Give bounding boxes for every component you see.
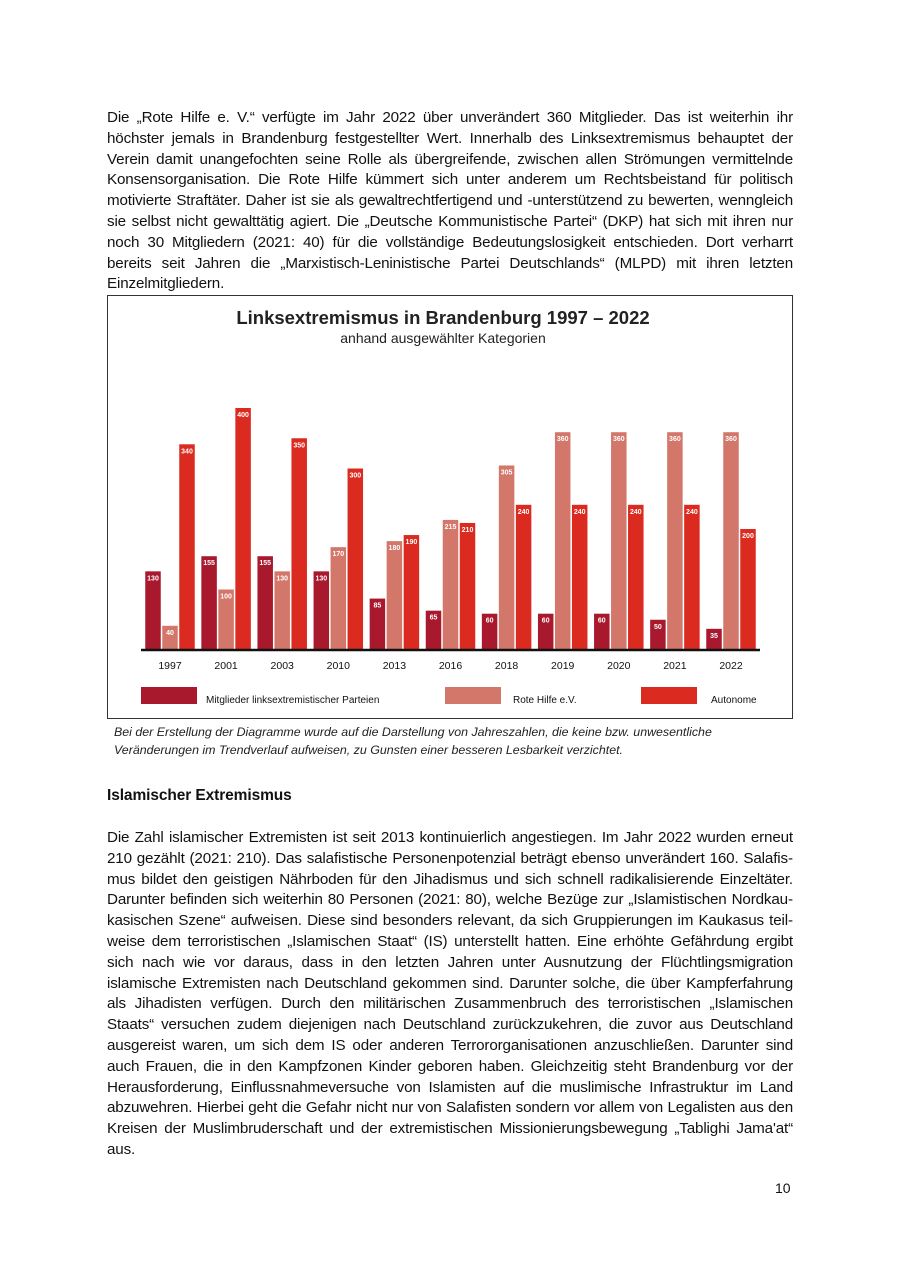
bar-1-2003 <box>257 556 273 650</box>
bar-3-2001 <box>235 408 251 650</box>
bar-label-1-2021: 50 <box>654 623 662 631</box>
bar-label-1-2020: 60 <box>597 617 606 625</box>
x-tick-label-2021: 2021 <box>663 660 687 672</box>
chart-frame <box>107 295 793 719</box>
bar-group <box>145 408 756 650</box>
bar-3-2013 <box>404 535 420 650</box>
chart-subtitle: anhand ausgewählter Kategorien <box>340 330 546 346</box>
bar-3-2022 <box>740 529 756 650</box>
bar-1-2001 <box>201 556 217 650</box>
bar-chart <box>108 296 792 718</box>
x-tick-label-2018: 2018 <box>494 660 519 672</box>
bar-label-1-2018: 60 <box>485 617 494 625</box>
bar-2-2010 <box>331 547 347 650</box>
bar-3-2019 <box>572 505 588 650</box>
bar-label-2-2018: 305 <box>500 469 513 477</box>
x-tick-label-2001: 2001 <box>214 660 238 672</box>
legend-label-3: Autonome <box>711 695 757 706</box>
bar-2-2021 <box>667 432 683 650</box>
bar-label-1-2016: 65 <box>429 614 438 622</box>
legend-label-1: Mitglieder linksextremistischer Parteien <box>206 695 380 706</box>
bar-3-2010 <box>348 469 364 651</box>
bar-label-3-1997: 340 <box>181 448 193 456</box>
bar-label-1-2001: 155 <box>203 560 215 568</box>
legend-swatch-3 <box>641 687 697 704</box>
bar-label-2-2001: 100 <box>220 593 232 601</box>
chart-title: Linksextremismus in Brandenburg 1997 – 2022 <box>236 307 650 328</box>
bar-label-1-2013: 85 <box>373 602 382 610</box>
bar-2-2020 <box>611 432 627 650</box>
bar-3-2018 <box>516 505 532 650</box>
islamism-paragraph: Die Zahl islamischer Extremisten ist seit 2013 kontinuierlich angestiegen. Im Jahr 2022 wurden erneut 210 gezählt (2021: 210). Das salafistische Personenpotenzial beträgt ebenso unverändert 160. Salafismus bildet den geistigen Nährboden für den Jihadismus und sich schnell radikalisierende Einzeltäter. Darunter befinden sich weiterhin 80 Personen (2021: 80), welche Bezüge zur „Islamistischen Nordkaukasischen Szene“ aufweisen. Diese sind besonders relevant, da sich Gruppierungen im Kaukasus teilweise dem terroristischen „Islamischen Staat“ (IS) unterstellt hatten. Eine erhöhte Gefährdung ergibt sich nach wie vor daraus, dass in den letzten Jahren unter Ausnutzung der Flüchtlingsmigration islamische Extremisten nach Deutschland gekommen sind. Darunter solche, die über Kampferfahrung als Jihadisten verfügen. Durch den militärischen Zusammenbruch des terroristischen „Islamischen Staats“ versuchen zudem diejenigen nach Deutschland zurückzukehren, die zuvor aus Deutschland ausgereist waren, um sich dem IS oder anderen Terrororganisationen anzuschließen. Darunter sind auch Frauen, die in den Kampfzonen Kinder geboren haben. Gleichzeitig steht Brandenburg vor der Herausforderung, Einflussnahmeversuche von Islamisten auf die muslimische Infrastruktur im Land abzuwehren. Hierbei geht die Gefahr nicht nur von Salafisten sondern vor allem von Legalisten aus den Kreisen der Muslimbruderschaft und der extremistischen Missionierungsbewegung „Tablighi Jama'at“ aus. <box>107 829 793 1158</box>
bar-label-1-1997: 130 <box>147 575 159 583</box>
bar-3-2003 <box>291 438 307 650</box>
bar-label-1-2022: 35 <box>710 632 718 640</box>
bar-label-3-2001: 400 <box>237 412 249 419</box>
x-tick-label-2016: 2016 <box>438 660 463 672</box>
bar-label-2-1997: 40 <box>166 629 174 637</box>
bar-3-2020 <box>628 505 644 650</box>
bar-2-2003 <box>274 571 290 650</box>
bar-2-2013 <box>387 541 403 650</box>
x-tick-label-1997: 1997 <box>158 660 182 672</box>
x-tick-label-2020: 2020 <box>607 660 631 672</box>
bar-label-3-2013: 190 <box>405 539 418 547</box>
x-tick-label-2022: 2022 <box>719 660 743 672</box>
bar-1-2010 <box>314 571 330 650</box>
bar-label-3-2003: 350 <box>293 442 306 450</box>
bar-label-3-2010: 300 <box>349 472 362 480</box>
bar-label-2-2013: 180 <box>388 545 401 553</box>
bar-label-3-2022: 200 <box>742 533 754 540</box>
legend-label-2: Rote Hilfe e.V. <box>513 695 577 706</box>
bar-label-2-2020: 360 <box>612 436 625 444</box>
bar-label-2-2021: 360 <box>669 436 681 444</box>
bar-1-1997 <box>145 571 161 650</box>
chart-legend <box>141 687 757 706</box>
x-tick-label-2019: 2019 <box>551 660 575 672</box>
legend-swatch-1 <box>141 687 197 704</box>
chart-caption: Bei der Erstellung der Diagramme wurde auf die Darstellung von Jahreszahlen, die keine bzw. unwesentliche Veränderungen im Trendverlauf aufweisen, zu Gunsten einer besseren Lesbarkeit verzichtet. <box>114 725 712 757</box>
bar-2-2022 <box>723 432 739 650</box>
bar-label-3-2020: 240 <box>629 508 642 516</box>
bar-3-2021 <box>684 505 700 650</box>
bar-label-2-2016: 215 <box>444 523 457 531</box>
bar-2-2016 <box>443 520 459 650</box>
bar-3-2016 <box>460 523 476 650</box>
x-tick-group <box>158 660 743 672</box>
bar-label-2-2003: 130 <box>276 575 289 583</box>
bar-label-2-2022: 360 <box>725 436 737 444</box>
bar-label-2-2010: 170 <box>332 551 345 559</box>
section-heading: Islamischer Extremismus <box>107 787 292 804</box>
bar-label-3-2016: 210 <box>461 526 474 534</box>
bar-3-1997 <box>179 444 195 650</box>
bar-2-2018 <box>499 465 514 650</box>
x-tick-label-2003: 2003 <box>270 660 294 672</box>
legend-swatch-2 <box>445 687 501 704</box>
bar-label-2-2019: 360 <box>556 436 569 444</box>
page-number: 10 <box>775 1180 791 1196</box>
bar-label-1-2019: 60 <box>541 617 550 625</box>
bar-label-1-2003: 155 <box>259 560 272 568</box>
x-tick-label-2010: 2010 <box>326 660 350 672</box>
bar-label-3-2021: 240 <box>686 508 698 516</box>
bar-label-1-2010: 130 <box>315 575 328 583</box>
bar-2-2019 <box>555 432 571 650</box>
x-tick-label-2013: 2013 <box>382 660 407 672</box>
intro-paragraph: Die „Rote Hilfe e. V.“ verfügte im Jahr 2022 über unverändert 360 Mitglieder. Das ist weiterhin ihr höchster jemals in Brandenburg festgestellter Wert. Innerhalb des Linksextremismus behauptet der Verein damit unangefochten seine Rolle als übergreifende, zwischen allen Strömungen vermittelnde Konsensorganisation. Die Rote Hilfe kümmert sich unter anderem um Rechtsbeistand für politisch motivierte Straftäter. Daher ist sie als gewaltrechtfertigend und -unterstützend zu bewerten, wenngleich sie selbst nicht gewalttätig agiert. Die „Deutsche Kommunistische Partei“ (DKP) hat sich mit ihren nur noch 30 Mitgliedern (2021: 40) für die vollständige Bedeutungslosigkeit entschieden. Dort verharrt bereits seit Jahren die „Marxistisch-Leninistische Partei Deutschlands“ (MLPD) mit ihren letzten Einzelmitgliedern. <box>107 109 793 293</box>
bar-label-3-2018: 240 <box>517 508 530 516</box>
bar-label-3-2019: 240 <box>573 508 586 516</box>
